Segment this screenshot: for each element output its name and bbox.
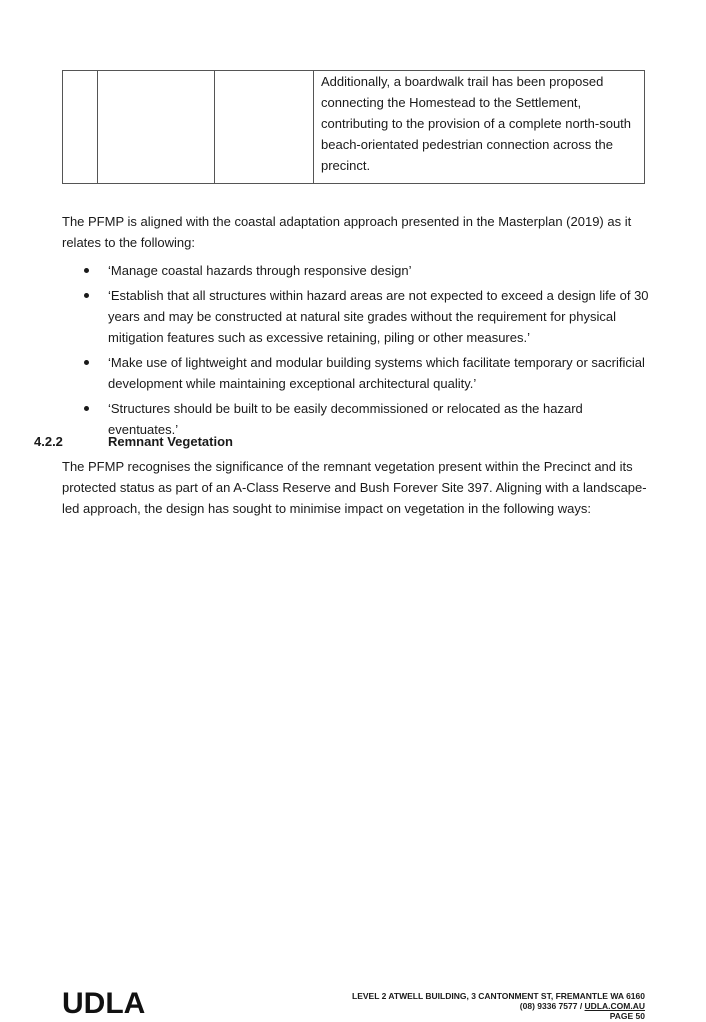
list-item-line: ‘Manage coastal hazards through responsive design’ [108,263,412,278]
page-number: PAGE 50 [609,1011,645,1021]
list-item [62,260,652,281]
footer-phone: (08) 9336 7577 [519,1001,578,1011]
table-column-rule [313,71,314,183]
bullet-list [62,260,652,444]
list-item-line: ‘Structures should be built to be easily decommissioned or relocated as the hazard eventuates.’ [108,401,583,437]
list-item-line: ‘Make use of lightweight and modular building systems which facilitate temporary or sacrificial [108,355,645,370]
list-item-line: ‘Establish that all structures within hazard areas are not expected to exceed a design life of 30 [108,288,649,303]
bullet-icon [84,406,89,411]
list-item-line: development while maintaining exceptional architectural quality.’ [108,376,477,391]
section-title: Remnant Vegetation [108,434,233,449]
intro-paragraph [62,211,647,253]
udla-logo: UDLA [62,987,146,1020]
footer-separator: / [577,1001,585,1011]
bullet-icon [84,293,89,298]
bullet-icon [84,360,89,365]
list-item [62,352,652,394]
table-cell-line: contributing to the provision of a complete north-south [321,116,632,131]
table-cell-line: connecting the Homestead to the Settlement, [321,95,582,110]
footer-contact [352,1001,645,1011]
table-cell-line: Additionally, a boardwalk trail has been proposed [321,74,604,89]
list-item-line: mitigation features such as excessive retaining, piling or other measures.’ [108,330,530,345]
section-paragraph [62,456,647,519]
section-number: 4.2.2 [34,434,63,449]
paragraph-line: The PFMP is aligned with the coastal adaptation approach presented in the Masterplan (2019) as it [62,214,632,229]
page-footer [352,991,645,1021]
paragraph-line: The PFMP recognises the significance of the remnant vegetation present within the Precinct and its [62,459,633,474]
continuation-table [62,70,645,184]
paragraph-line: protected status as part of an A-Class Reserve and Bush Forever Site 397. Aligning with a landscape- [62,480,647,495]
table-column-rule [214,71,215,183]
table-cell-line: precinct. [321,158,371,173]
list-item [62,285,652,348]
website-link[interactable]: UDLA.COM.AU [584,1001,645,1011]
section-heading [34,432,634,452]
bullet-icon [84,268,89,273]
list-item-line: years and may be constructed at natural site grades without the requirement for physical [108,309,616,324]
footer-address: LEVEL 2 ATWELL BUILDING, 3 CANTONMENT ST, FREMANTLE WA 6160 [352,991,645,1001]
paragraph-line: led approach, the design has sought to minimise impact on vegetation in the following ways: [62,501,591,516]
table-column-rule [97,71,98,183]
table-cell-text [321,71,641,176]
table-cell-line: beach-orientated pedestrian connection across the [321,137,613,152]
paragraph-line: relates to the following: [62,235,195,250]
